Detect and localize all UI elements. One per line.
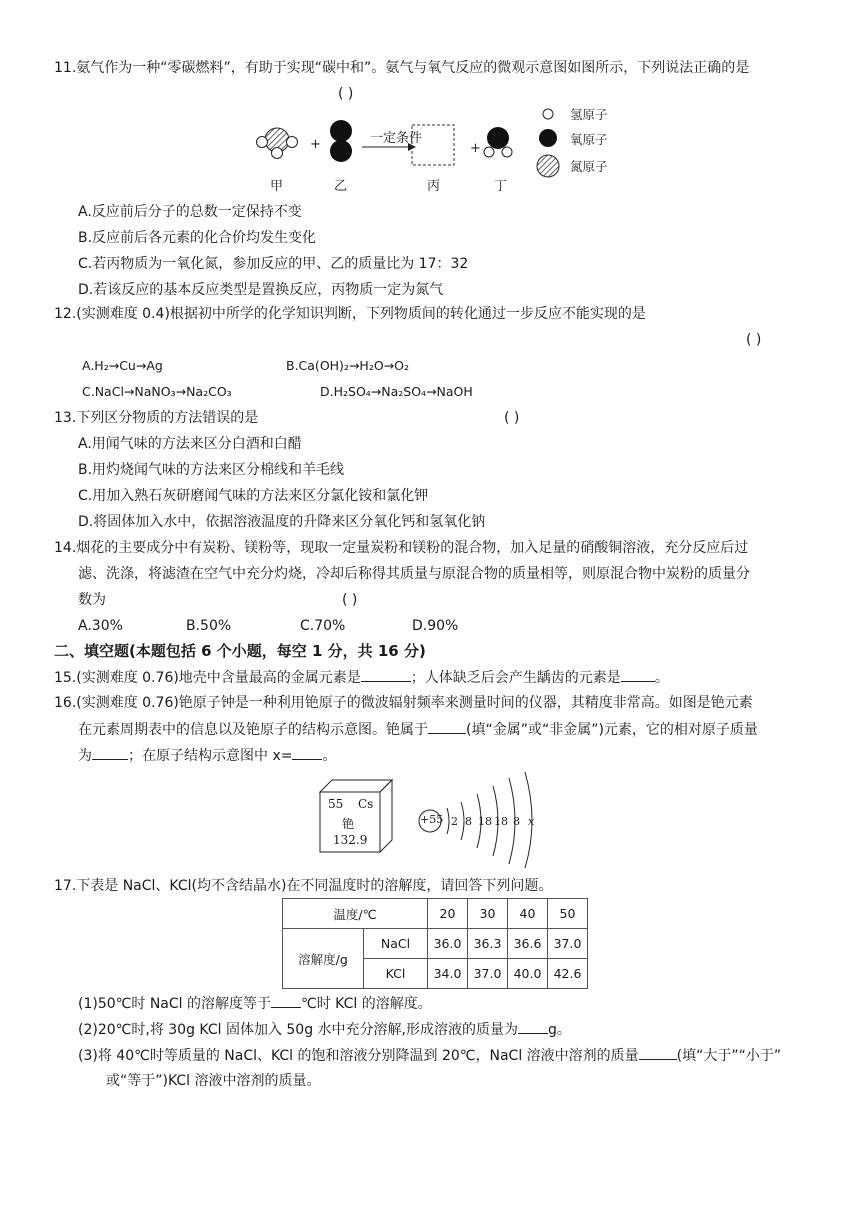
q14-option-b: B.50% [186, 618, 232, 634]
q13-option-d: D.将固体加入水中，依据溶液温度的升降来区分氧化钙和氢氧化钠 [78, 514, 486, 530]
cs-shell-6: x [528, 815, 535, 828]
q16-part2a: 在元素周期表中的信息以及铯原子的结构示意图。铯属于 [78, 722, 428, 738]
q11-stem: 11.氨气作为一种“零碳燃料”，有助于实现“碳中和”。氨气与氧气反应的微观示意图如图所示，下列说法正确的是 [54, 60, 750, 76]
q12-option-b: B.Ca(OH)₂→H₂O→O₂ [286, 358, 409, 373]
label-yi: 乙 [334, 179, 348, 194]
q12-stem: 12.(实测难度 0.4)根据初中所学的化学知识判断，下列物质间的转化通过一步反应不能实现的是 [54, 306, 646, 322]
table-header-cell: 20 [428, 899, 468, 929]
table-row [283, 929, 588, 959]
q17-stem: 17.下表是 NaCl、KCl(均不含结晶水)在不同温度时的溶解度，请回答下列问题。 [54, 878, 553, 894]
q13-option-b: B.用灼烧闻气味的方法来区分棉线和羊毛线 [78, 462, 345, 478]
q16-blank-mass[interactable] [92, 745, 128, 760]
table-header-temp: 温度/℃ [283, 899, 428, 929]
q11-option-c: C.若丙物质为一氧化氮，参加反应的甲、乙的质量比为 17：32 [78, 256, 469, 272]
q14-line2: 滤、洗涤，将滤渣在空气中充分灼烧，冷却后称得其质量与原混合物的质量相等，则原混合物中炭粉的质量分 [78, 566, 750, 582]
q13-option-a: A.用闻气味的方法来区分白酒和白醋 [78, 436, 302, 452]
table-cell-substance: NaCl [364, 929, 428, 959]
table-header-cell: 40 [508, 899, 548, 929]
cs-atomic-mass: 132.9 [333, 833, 368, 847]
q14-line1: 14.烟花的主要成分中有炭粉、镁粉等，现取一定量炭粉和镁粉的混合物，加入足量的硝酸铜溶液，充分反应后过 [54, 540, 749, 556]
table-header-solubility: 溶解度/g [283, 929, 364, 989]
q17-sub3-c: 或“等于”)KCl 溶液中溶剂的质量。 [106, 1073, 321, 1089]
q16-blank-x[interactable] [292, 745, 322, 760]
cs-atomic-number: 55 [328, 797, 344, 811]
q16-part2b: (填“金属”或“非金属”)元素，它的相对原子质量 [466, 722, 758, 738]
q17-blank-3[interactable] [639, 1045, 677, 1060]
q17-sub2-a: (2)20℃时,将 30g KCl 固体加入 50g 水中充分溶解,形成溶液的质量为 [78, 1022, 519, 1038]
cs-shell-4: 18 [494, 815, 508, 828]
legend-hydrogen-icon [543, 109, 553, 119]
solubility-table [282, 898, 588, 989]
q14-option-c: C.70% [300, 618, 346, 634]
q17-sub3 [78, 1045, 781, 1066]
q17-sub1-b: ℃时 KCl 的溶解度。 [301, 996, 432, 1012]
q17-sub3-b: (填“大于”“小于” [676, 1048, 782, 1064]
q16-blank-metal[interactable] [428, 719, 466, 734]
q11-option-b: B.反应前后各元素的化合价均发生变化 [78, 230, 317, 246]
legend-nitrogen-icon [537, 155, 559, 177]
table-row [283, 899, 588, 929]
molecule-yi-icon [330, 120, 352, 162]
q15-line [54, 667, 669, 688]
q15-blank-2[interactable] [621, 667, 655, 682]
q17-blank-1[interactable] [271, 993, 301, 1008]
cs-shell-3: 18 [478, 815, 492, 828]
q16-line1: 16.(实测难度 0.76)铯原子钟是一种利用铯原子的微波辐射频率来测量时间的仪器，其精度非常高。如图是铯元素 [54, 695, 753, 711]
q12-answer-paren: ( ) [746, 332, 762, 348]
q14-answer-paren: ( ) [342, 592, 358, 608]
q16-part3b: ；在原子结构示意图中 x= [128, 748, 293, 764]
table-cell: 40.0 [508, 959, 548, 989]
q15-part1: 15.(实测难度 0.76)地壳中含量最高的金属元素是 [54, 670, 361, 686]
svg-text:+: + [470, 141, 481, 156]
legend-hydrogen-label: 氢原子 [570, 107, 608, 122]
q12-option-d: D.H₂SO₄→Na₂SO₄→NaOH [320, 384, 473, 399]
q11-arrow-label: 一定条件 [370, 131, 423, 146]
q15-blank-1[interactable] [361, 667, 411, 682]
cs-shell-1: 2 [451, 815, 458, 828]
svg-text:+: + [310, 137, 321, 152]
q11-option-a: A.反应前后分子的总数一定保持不变 [78, 204, 302, 220]
table-header-cell: 30 [468, 899, 508, 929]
legend-oxygen-label: 氧原子 [570, 132, 608, 147]
table-cell: 37.0 [468, 959, 508, 989]
q15-part2: ；人体缺乏后会产生龋齿的元素是 [410, 670, 621, 686]
q17-sub2-b: g。 [548, 1022, 571, 1038]
q12-option-a: A.H₂→Cu→Ag [82, 358, 163, 373]
table-cell: 34.0 [428, 959, 468, 989]
q16-part3a: 为 [78, 748, 92, 764]
label-jia: 甲 [270, 179, 284, 194]
table-cell: 42.6 [548, 959, 588, 989]
q15-part3: 。 [654, 670, 669, 686]
table-cell: 37.0 [548, 929, 588, 959]
q17-sub3-a: (3)将 40℃时等质量的 NaCl、KCl 的饱和溶液分别降温到 20℃，NaCl 溶液中溶剂的质量 [78, 1048, 639, 1064]
q12-option-c: C.NaCl→NaNO₃→Na₂CO₃ [82, 384, 232, 399]
q17-sub1 [78, 993, 432, 1014]
cs-nucleus: +55 [420, 813, 444, 826]
q16-line2 [78, 719, 758, 740]
molecule-ding-icon [484, 127, 512, 157]
legend-nitrogen-label: 氮原子 [570, 159, 608, 174]
q13-answer-paren: ( ) [504, 410, 520, 426]
cs-shell-2: 8 [465, 815, 472, 828]
q14-line3: 数为 [78, 592, 106, 608]
q16-line3 [78, 745, 336, 766]
q14-option-d: D.90% [412, 618, 459, 634]
table-cell: 36.3 [468, 929, 508, 959]
q16-part3c: 。 [322, 748, 337, 764]
cs-name: 铯 [342, 817, 355, 831]
table-cell: 36.0 [428, 929, 468, 959]
q13-stem: 13.下列区分物质的方法错误的是 [54, 410, 259, 426]
label-ding: 丁 [494, 179, 508, 194]
label-bing: 丙 [427, 179, 441, 194]
table-cell-substance: KCl [364, 959, 428, 989]
q11-answer-paren: ( ) [338, 86, 354, 102]
legend-oxygen-icon [539, 129, 557, 147]
q14-option-a: A.30% [78, 618, 123, 634]
q11-option-d: D.若该反应的基本反应类型是置换反应，丙物质一定为氮气 [78, 282, 444, 298]
q17-blank-2[interactable] [518, 1019, 548, 1034]
q17-sub1-a: (1)50℃时 NaCl 的溶解度等于 [78, 996, 271, 1012]
section-2-heading: 二、填空题(本题包括 6 个小题，每空 1 分，共 16 分) [54, 642, 426, 660]
cs-shell-5: 8 [513, 815, 520, 828]
q13-option-c: C.用加入熟石灰研磨闻气味的方法来区分氯化铵和氯化钾 [78, 488, 429, 504]
q17-sub2 [78, 1019, 571, 1040]
cs-symbol: Cs [358, 797, 374, 811]
table-cell: 36.6 [508, 929, 548, 959]
molecule-jia-icon [257, 128, 298, 159]
table-header-cell: 50 [548, 899, 588, 929]
